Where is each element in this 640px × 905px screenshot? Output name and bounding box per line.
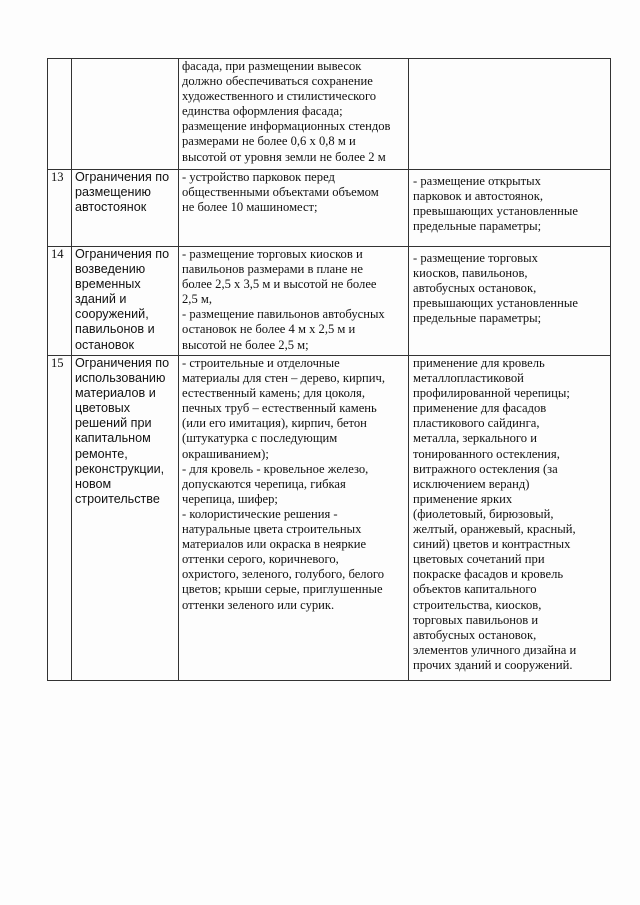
table-row [48,247,611,356]
regulations-table [47,58,611,681]
restriction-name-cell [72,59,179,170]
text-line: автостоянок [75,200,147,215]
text-line: пластикового сайдинга, [413,416,540,431]
text-line: допускаются черепица, гибкая [182,476,346,491]
text-line: превышающих установленные [413,204,578,219]
text-line: - размещение торговых [413,251,538,265]
text-line: исключением веранд) [413,476,530,491]
restriction-name-cell [72,356,179,681]
row-number: 13 [48,170,72,247]
text-line: цветовых [75,401,131,416]
text-line: Ограничения по [75,247,170,261]
text-line: не более 10 машиномест; [182,200,318,215]
text-line: предельные параметры; [413,219,542,234]
text-line: зданий и [75,292,127,307]
text-line: (фиолетовый, бирюзовый, [413,506,554,521]
text-line: остановок не более 4 м х 2,5 м и [182,322,356,337]
text-line: сооружений, [75,307,149,322]
text-line: - строительные и отделочные [182,356,340,370]
table-row [48,59,611,170]
text-line: (штукатурка с последующим [182,431,338,446]
text-line: высотой от уровня земли не более 2 м [182,149,386,164]
text-line: оттенки серого, коричневого, [182,552,339,567]
text-line: парковок и автостоянок, [413,189,543,204]
text-line: желтый, оранжевый, красный, [413,522,576,537]
row-number: 14 [48,247,72,356]
restriction-name-cell [72,170,179,247]
text-line: ремонте, [75,446,128,461]
text-line: использованию [75,371,166,386]
text-line: художественного и стилистического [182,89,377,104]
text-line: применение для кровель [413,356,545,370]
table-row [48,356,611,681]
allowed-cell [179,356,409,681]
text-line: новом [75,476,112,491]
text-line: возведению [75,262,146,277]
text-line: общественными объектами объемом [182,185,379,200]
text-line: капитальном [75,431,151,446]
text-line: автобусных остановок, [413,281,537,296]
text-line: металлопластиковой [413,371,524,386]
text-line: витражного остекления (за [413,461,558,476]
text-line: - размещение торговых киосков и [182,247,363,261]
text-line: остановок [75,337,134,352]
text-line: превышающих установленные [413,296,578,311]
text-line: окрашиванием); [182,446,269,461]
text-line: размещению [75,185,151,200]
text-line: цветовых сочетаний при [413,552,545,567]
text-line: прочих зданий и сооружений. [413,657,573,672]
text-line: - размещение павильонов автобусных [182,307,385,322]
text-line: - для кровель - кровельное железо, [182,461,369,476]
text-line: оттенки зеленого или сурик. [182,597,335,612]
forbidden-cell [409,356,611,681]
text-line: - размещение открытых [413,174,541,188]
text-line: размещение информационных стендов [182,119,391,134]
allowed-cell [179,59,409,170]
text-line: павильонов и [75,322,155,337]
text-line: реконструкции, [75,461,165,476]
text-line: применение ярких [413,491,513,506]
text-line: металла, зеркального и [413,431,537,446]
text-line: временных [75,277,141,292]
text-line: натуральные цвета строительных [182,522,362,537]
restriction-name-cell [72,247,179,356]
text-line: строительства, киосков, [413,597,542,612]
text-line: предельные параметры; [413,311,542,326]
table-row [48,170,611,247]
text-line: - колористические решения - [182,506,338,521]
text-line: применение для фасадов [413,401,547,416]
text-line: единства оформления фасада; [182,104,343,119]
text-line: элементов уличного дизайна и [413,642,577,657]
text-line: автобусных остановок, [413,627,537,642]
row-number: 15 [48,356,72,681]
text-line: цветов; крыши серые, приглушенные [182,582,383,597]
text-line: торговых павильонов и [413,612,539,627]
text-line: естественный камень; для цоколя, [182,386,365,401]
text-line: материалов и [75,386,156,401]
text-line: Ограничения по [75,170,170,184]
text-line: должно обеспечиваться сохранение [182,74,373,89]
text-line: Ограничения по [75,356,170,370]
text-line: - устройство парковок перед [182,170,335,184]
text-line: киосков, павильонов, [413,266,528,281]
allowed-cell [179,170,409,247]
text-line: печных труб – естественный камень [182,401,377,416]
text-line: тонированного остекления, [413,446,560,461]
text-line: павильонов размерами в плане не [182,262,363,277]
text-line: покраске фасадов и кровель [413,567,564,582]
text-line: материалы для стен – дерево, кирпич, [182,371,385,386]
row-number [48,59,72,170]
text-line: фасада, при размещении вывесок [182,59,362,73]
text-line: черепица, шифер; [182,491,278,506]
forbidden-cell [409,59,611,170]
allowed-cell [179,247,409,356]
text-line: объектов капитального [413,582,537,597]
text-line: охристого, зеленого, голубого, белого [182,567,385,582]
text-line: (или его имитация), кирпич, бетон [182,416,367,431]
forbidden-cell [409,247,611,356]
text-line: материалов или окраска в неяркие [182,537,367,552]
text-line: строительстве [75,491,160,506]
text-line: более 2,5 х 3,5 м и высотой не более [182,277,377,292]
text-line: высотой не более 2,5 м; [182,337,309,352]
text-line: профилированной черепицы; [413,386,570,401]
forbidden-cell [409,170,611,247]
text-line: решений при [75,416,152,431]
text-line: 2,5 м, [182,292,213,307]
text-line: синий) цветов и контрастных [413,537,571,552]
text-line: размерами не более 0,6 х 0,8 м и [182,134,356,149]
